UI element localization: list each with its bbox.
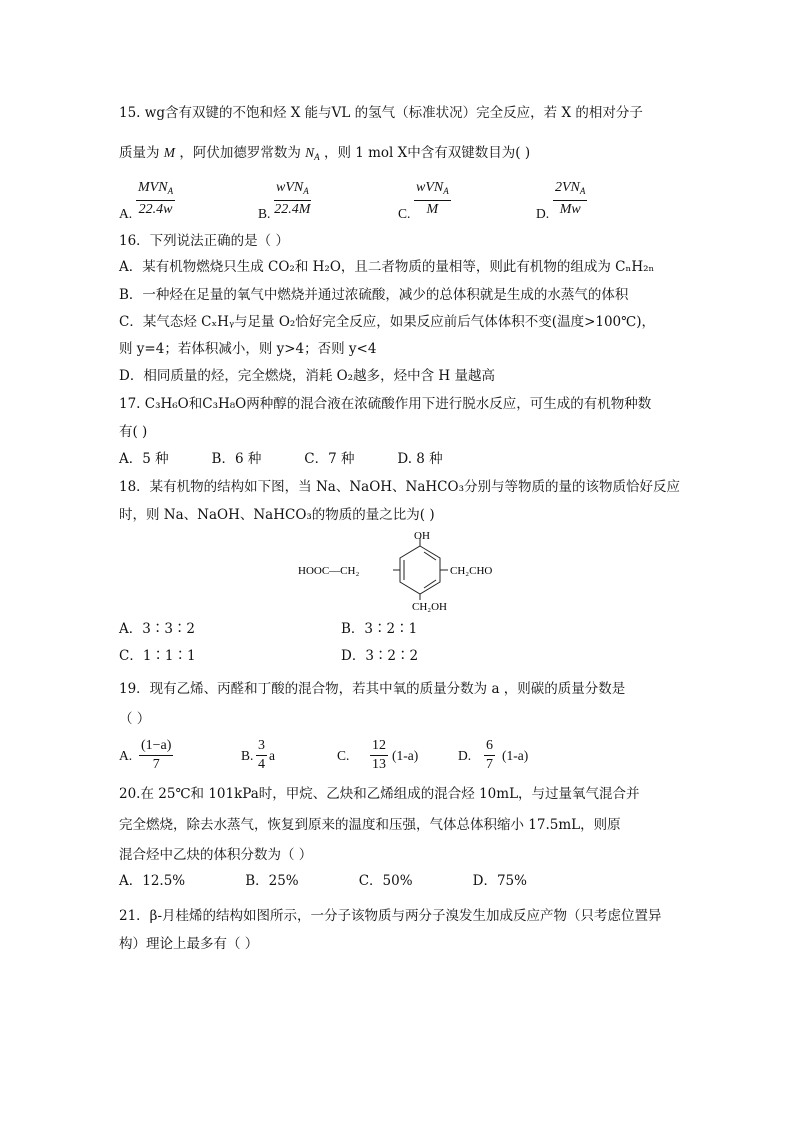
- q15-line1: 15. wg含有双键的不饱和烃 X 能与VL 的氢气（标准状况）完全反应，若 X 的相对分子: [119, 105, 643, 121]
- q18-option-d: D．3∶2∶2: [341, 648, 419, 664]
- q19-option-d-fraction: $\frac{6}{7}$: [486, 738, 493, 772]
- q18-option-c: C．1∶1∶1: [119, 648, 196, 664]
- var-NA: $N_A$: [305, 145, 320, 162]
- q15-option-a-fraction: $MVN_A$ 22.4w: [138, 180, 174, 217]
- q19-line1: 19．现有乙烯、丙醛和丁酸的混合物，若其中氧的质量分数为 a ，则碳的质量分数是: [119, 681, 626, 697]
- q19-option-c-tail: (1-a): [392, 748, 419, 763]
- q19-option-d-label: D.: [458, 748, 472, 763]
- q20-line1: 20.在 25℃和 101kPa时，甲烷、乙炔和乙烯组成的混合烃 10mL，与过量氧气混合并: [119, 786, 640, 802]
- q20-options: A．12.5% B．25% C．50% D．75%: [119, 873, 527, 889]
- q16-option-b: B．一种烃在足量的氧气中燃烧并通过浓硫酸，减少的总体积就是生成的水蒸气的体积: [119, 287, 629, 303]
- structure-label-right: CH₂CHO: [450, 565, 493, 577]
- q17-line2: 有( ): [119, 424, 148, 440]
- q18-option-b: B．3∶2∶1: [341, 621, 418, 637]
- q16-stem: 16．下列说法正确的是（ ）: [119, 233, 289, 249]
- q19-option-b-fraction: $\frac{3}{4}$: [258, 738, 265, 772]
- q15-option-c-label: C.: [398, 206, 411, 221]
- q16-option-a: A．某有机物燃烧只生成 CO₂和 H₂O，且二者物质的量相等，则此有机物的组成为 CₙH₂ₙ: [119, 259, 655, 275]
- q18-line2: 时，则 Na、NaOH、NaHCO₃的物质的量之比为( ): [119, 507, 435, 523]
- q21-line1: 21．β-月桂烯的结构如图所示，一分子该物质与两分子溴发生加成反应产物（只考虑位置异: [119, 908, 662, 924]
- q21-line2: 构）理论上最多有（ ）: [119, 936, 259, 952]
- q15-option-c-fraction: wVN$_A$ M: [416, 180, 449, 217]
- q18-line1: 18．某有机物的结构如下图，当 Na、NaOH、NaHCO₃分别与等物质的量的该物质恰好反应: [119, 479, 680, 495]
- q15-option-d-label: D.: [536, 206, 550, 221]
- structure-label-left: HOOC—CH₂: [298, 565, 360, 577]
- q19-option-c-label: C.: [337, 748, 350, 763]
- structure-label-bottom: CH₂OH: [412, 601, 448, 612]
- var-M: M: [163, 145, 176, 160]
- q19-option-a-label: A.: [119, 748, 133, 763]
- q20-line3: 混合烃中乙炔的体积分数为（ ）: [119, 847, 313, 863]
- q15-option-b-label: B.: [258, 206, 271, 221]
- q15-option-a-label: A.: [119, 206, 133, 221]
- q19-option-b-label: B.: [241, 748, 254, 763]
- q15-option-d-fraction: $2VN_A$ Mw: [555, 180, 586, 217]
- q18-option-a: A．3∶3∶2: [119, 621, 196, 637]
- structure-label-top: OH: [414, 530, 430, 542]
- q18-structure-diagram: [290, 530, 520, 612]
- q16-option-d: D．相同质量的烃，完全燃烧，消耗 O₂越多，烃中含 H 量越高: [119, 368, 495, 384]
- q19-option-b-tail: a: [269, 748, 275, 763]
- q16-option-c-line2: 则 y=4；若体积减小，则 y>4；否则 y<4: [119, 341, 377, 357]
- q19-option-c-fraction: $\frac{12}{13}$: [372, 738, 386, 772]
- q16-option-c-line1: C．某气态烃 CₓHᵧ与足量 O₂恰好完全反应，如果反应前后气体体积不变(温度>100℃)，: [119, 314, 656, 330]
- q17-line1: 17. C₃H₆O和C₃H₈O两种醇的混合液在浓硫酸作用下进行脱水反应，可生成的有机物种数: [119, 396, 652, 412]
- q15-option-b-fraction: wVN$_A$ 22.4M: [274, 180, 311, 217]
- q15-line2: 质量为 M ，阿伏加德罗常数为 $N_A$ ，则 1 mol X中含有双键数目为( ): [119, 145, 531, 162]
- q19-line2: （ ）: [119, 711, 151, 727]
- q19-option-a-fraction: $\frac{(1-a)}{7}$: [141, 738, 172, 772]
- q19-option-d-tail: (1-a): [502, 748, 529, 763]
- q20-line2: 完全燃烧，除去水蒸气，恢复到原来的温度和压强，气体总体积缩小 17.5mL，则原: [119, 817, 621, 833]
- q17-options: A．5 种 B．6 种 C．7 种 D. 8 种: [119, 451, 443, 467]
